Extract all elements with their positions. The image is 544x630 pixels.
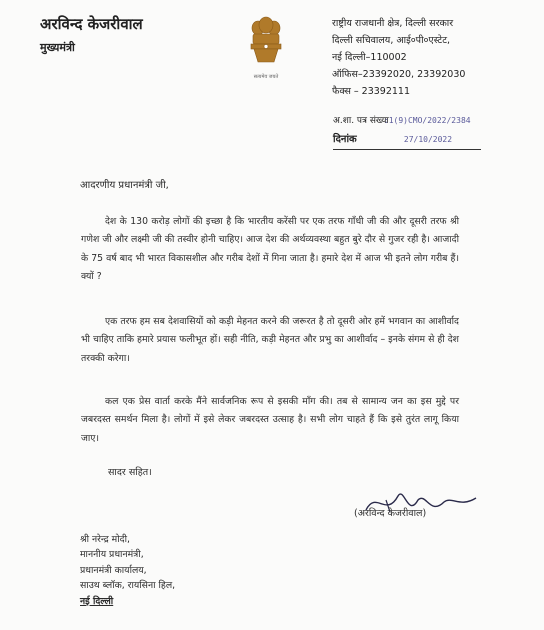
signature-name: (अरविन्द केजरीवाल) <box>354 508 427 519</box>
body-paragraph-1: देश के 130 करोड़ लोगों की इच्छा है कि भारतीय करेंसी पर एक तरफ गाँधी जी की और दूसरी तरफ श्री गणेश जी और लक्ष्मी जी की तस्वीर होनी चाहिए। आज देश की अर्थव्यवस्था बहुत बुरे दौर से गुजर रही है। आजादी के 75 वर्ष बाद भी भारत विकासशील और गरीब देशों में गिना जाता है। हमारे देश में आज भी इतने लोग गरीब हैं। क्यों ? <box>81 216 459 282</box>
letter-number-value: :1(9)CMO/2022/2384 <box>383 116 471 125</box>
recipient-line: प्रधानमंत्री कार्यालय, <box>80 564 147 576</box>
reference-underline <box>333 149 481 150</box>
emblem-motto: सत्यमेव जयते <box>253 74 279 80</box>
sender-title: मुख्यमंत्री <box>40 41 75 54</box>
address-line: राष्ट्रीय राजधानी क्षेत्र, दिल्ली सरकार <box>332 18 454 29</box>
recipient-line: श्री नरेन्द्र मोदी, <box>80 534 130 545</box>
date-row <box>333 131 471 149</box>
address-line: ऑफिस–23392020, 23392030 <box>332 69 466 80</box>
salutation: आदरणीय प्रधानमंत्री जी, <box>80 180 169 191</box>
address-line: दिल्ली सचिवालय, आई०पी०एस्टेट, <box>332 35 451 46</box>
address-line: नई दिल्ली–110002 <box>332 52 407 63</box>
recipient-address <box>80 532 175 609</box>
sender-block <box>40 14 143 55</box>
lion-capital-icon <box>244 14 288 68</box>
date-value: 27/10/2022 <box>403 135 453 144</box>
recipient-line: साउथ ब्लॉक, रायसिना हिल, <box>80 580 176 592</box>
date-label: दिनांक <box>333 134 357 145</box>
sender-name: अरविन्द केजरीवाल <box>40 15 143 33</box>
closing: सादर सहित। <box>108 467 152 478</box>
office-address <box>332 15 465 100</box>
national-emblem <box>236 14 296 80</box>
address-line: फैक्स – 23392111 <box>332 86 411 97</box>
body-paragraph-3: कल एक प्रेस वार्ता करके मैंने सार्वजनिक रूप से इसकी माँग की। तब से सामान्य जन का इस मुद्दे पर जबरदस्त समर्थन मिला है। लोगों में इसे लेकर जबरदस्त उत्साह है। सभी लोग चाहते हैं कि इसे तुरंत लागू किया जाए। <box>81 396 459 444</box>
reference-block <box>333 113 471 149</box>
body-paragraph-2: एक तरफ हम सब देशवासियों को कड़ी मेहनत करने की जरूरत है तो दूसरी ओर हमें भगवान का आशीर्वाद भी चाहिए ताकि हमारे प्रयास फलीभूत हों। सही नीति, कड़ी मेहनत और प्रभु का आशीर्वाद – इनके संगम से ही देश तरक्की करेगा। <box>81 316 459 364</box>
letter-number-label: अ.शा. पत्र संख्या <box>333 116 389 126</box>
recipient-city: नई दिल्ली <box>80 595 114 607</box>
letter-number-row <box>333 113 471 131</box>
recipient-line: माननीय प्रधानमंत्री, <box>80 549 144 561</box>
